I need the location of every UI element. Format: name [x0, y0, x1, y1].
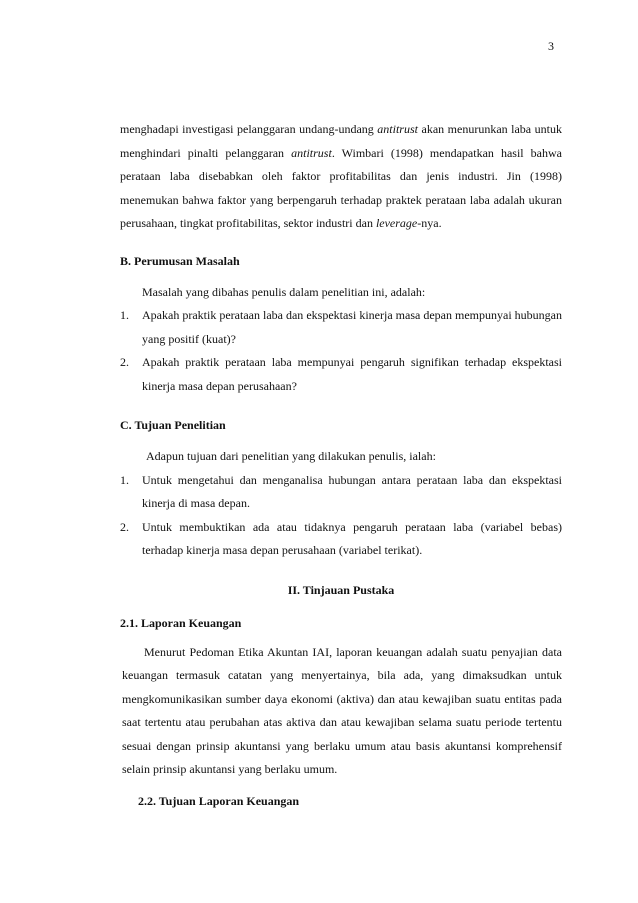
section-c-lead: Adapun tujuan dari penelitian yang dilakukan penulis, ialah: — [146, 449, 436, 463]
page-number: 3 — [548, 39, 554, 53]
page-content — [120, 118, 562, 809]
list-item — [120, 516, 562, 563]
subsection-2-1-body: Menurut Pedoman Etika Akuntan IAI, laporan keuangan adalah suatu penyajian data keuangan termasuk catatan yang menyertainya, bila ada, yang dimaksudkan untuk mengkomunikasikan sumber daya ekonomi (aktiva) dan atau kewajiban suatu entitas pada saat tertentu atau perubahan atas aktiva dan atau kewajiban selama suatu periode tertentu sesuai dengan prinsip akuntansi yang berlaku umum atau basis akuntansi komprehensif selain prinsip akuntansi yang berlaku umum. — [122, 644, 562, 776]
list-item — [120, 351, 562, 398]
list-item-number: 2. — [120, 519, 129, 534]
list-item-number: 1. — [120, 472, 129, 487]
section-c-list — [120, 469, 562, 563]
intro-text-1: menghadapi investigasi pelanggaran undang-undang — [120, 122, 378, 136]
list-item-text: Apakah praktik perataan laba mempunyai pengaruh signifikan terhadap ekspektasi kinerja masa depan perusahaan? — [142, 355, 562, 393]
section-b-heading: B. Perumusan Masalah — [120, 253, 240, 268]
intro-italic-1: antitrust — [377, 122, 418, 136]
list-item — [120, 469, 562, 516]
intro-text-2: akan menurunkan laba untuk menghindari pinalti pelanggaran — [120, 122, 562, 160]
section-b-list — [120, 304, 562, 398]
intro-text-3: . Wimbari (1998) mendapatkan hasil bahwa perataan laba disebabkan oleh faktor profitabilitas dan jenis industri. Jin (1998) menemukan bahwa faktor yang berpengaruh terhadap praktek perataan laba adalah ukuran perusahaan, tingkat profitabilitas, sektor industri dan — [120, 145, 562, 230]
list-item-text: Untuk mengetahui dan menganalisa hubungan antara perataan laba dan ekspektasi kinerja di masa depan. — [142, 472, 562, 510]
intro-italic-3: leverage — [375, 216, 418, 230]
chapter-two-title: II. Tinjauan Pustaka — [287, 582, 395, 597]
list-item-text: Untuk membuktikan ada atau tidaknya pengaruh perataan laba (variabel bebas) terhadap kinerja masa depan perusahaan (variabel terikat). — [142, 519, 562, 557]
subsection-2-2-heading: 2.2. Tujuan Laporan Keuangan — [138, 793, 300, 808]
section-c-heading: C. Tujuan Penelitian — [120, 418, 226, 432]
subsection-2-1-heading: 2.1. Laporan Keuangan — [120, 615, 242, 630]
list-item-text: Apakah praktik perataan laba dan ekspektasi kinerja masa depan mempunyai hubungan yang positif (kuat)? — [142, 308, 562, 346]
intro-paragraph — [120, 118, 562, 236]
intro-text-4: -nya. — [417, 216, 442, 230]
list-item-number: 2. — [120, 355, 129, 369]
section-b-lead: Masalah yang dibahas penulis dalam penelitian ini, adalah: — [142, 284, 426, 299]
intro-italic-2: antitrust — [291, 145, 332, 160]
list-item-number: 1. — [120, 308, 129, 322]
list-item — [120, 304, 562, 351]
